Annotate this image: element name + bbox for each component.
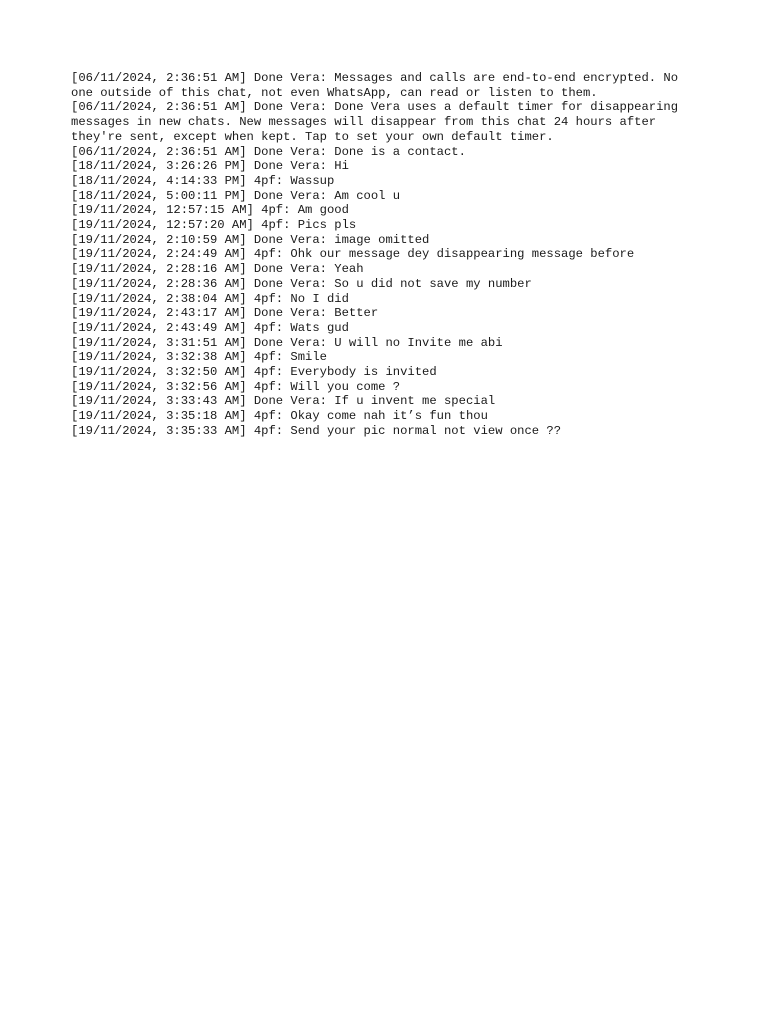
message-line: [19/11/2024, 3:32:56 AM] 4pf: Will you come ? (71, 379, 401, 394)
message-line: [18/11/2024, 5:00:11 PM] Done Vera: Am cool u (71, 188, 401, 203)
message-line: [06/11/2024, 2:36:51 AM] Done Vera: Done is a contact. (71, 144, 466, 159)
message-line: [19/11/2024, 12:57:15 AM] 4pf: Am good (71, 203, 349, 218)
message-line: [19/11/2024, 3:33:43 AM] Done Vera: If u invent me special (71, 394, 496, 409)
message-line: [19/11/2024, 2:28:16 AM] Done Vera: Yeah (71, 262, 364, 277)
message-line: [19/11/2024, 2:10:59 AM] Done Vera: image omitted (71, 232, 430, 247)
message-line: [19/11/2024, 3:32:50 AM] 4pf: Everybody is invited (71, 365, 437, 380)
message-line: [19/11/2024, 3:35:18 AM] 4pf: Okay come nah it’s fun thou (71, 409, 488, 424)
message-line: [19/11/2024, 3:31:51 AM] Done Vera: U will no Invite me abi (71, 335, 503, 350)
message-line: [06/11/2024, 2:36:51 AM] Done Vera: Done Vera uses a default timer for disappearing messages in new chats. New messages will disappear from this chat 24 hours after they're sent, except when kept. Tap to set your own default timer. (71, 100, 686, 144)
message-line: [19/11/2024, 3:35:33 AM] 4pf: Send your pic normal not view once ?? (71, 423, 562, 438)
message-line: [19/11/2024, 2:24:49 AM] 4pf: Ohk our message dey disappearing message before (71, 247, 635, 262)
message-line: [18/11/2024, 4:14:33 PM] 4pf: Wassup (71, 173, 335, 188)
message-line: [06/11/2024, 2:36:51 AM] Done Vera: Messages and calls are end-to-end encrypted. No one outside of this chat, not even WhatsApp, can read or listen to them. (71, 71, 686, 100)
message-line: [19/11/2024, 2:43:49 AM] 4pf: Wats gud (71, 320, 349, 335)
message-line: [18/11/2024, 3:26:26 PM] Done Vera: Hi (71, 159, 349, 174)
message-line: [19/11/2024, 2:38:04 AM] 4pf: No I did (71, 291, 349, 306)
message-line: [19/11/2024, 2:43:17 AM] Done Vera: Better (71, 306, 379, 321)
chat-transcript (71, 71, 701, 439)
message-line: [19/11/2024, 3:32:38 AM] 4pf: Smile (71, 350, 327, 365)
message-line: [19/11/2024, 2:28:36 AM] Done Vera: So u did not save my number (71, 276, 532, 291)
message-line: [19/11/2024, 12:57:20 AM] 4pf: Pics pls (71, 218, 357, 233)
